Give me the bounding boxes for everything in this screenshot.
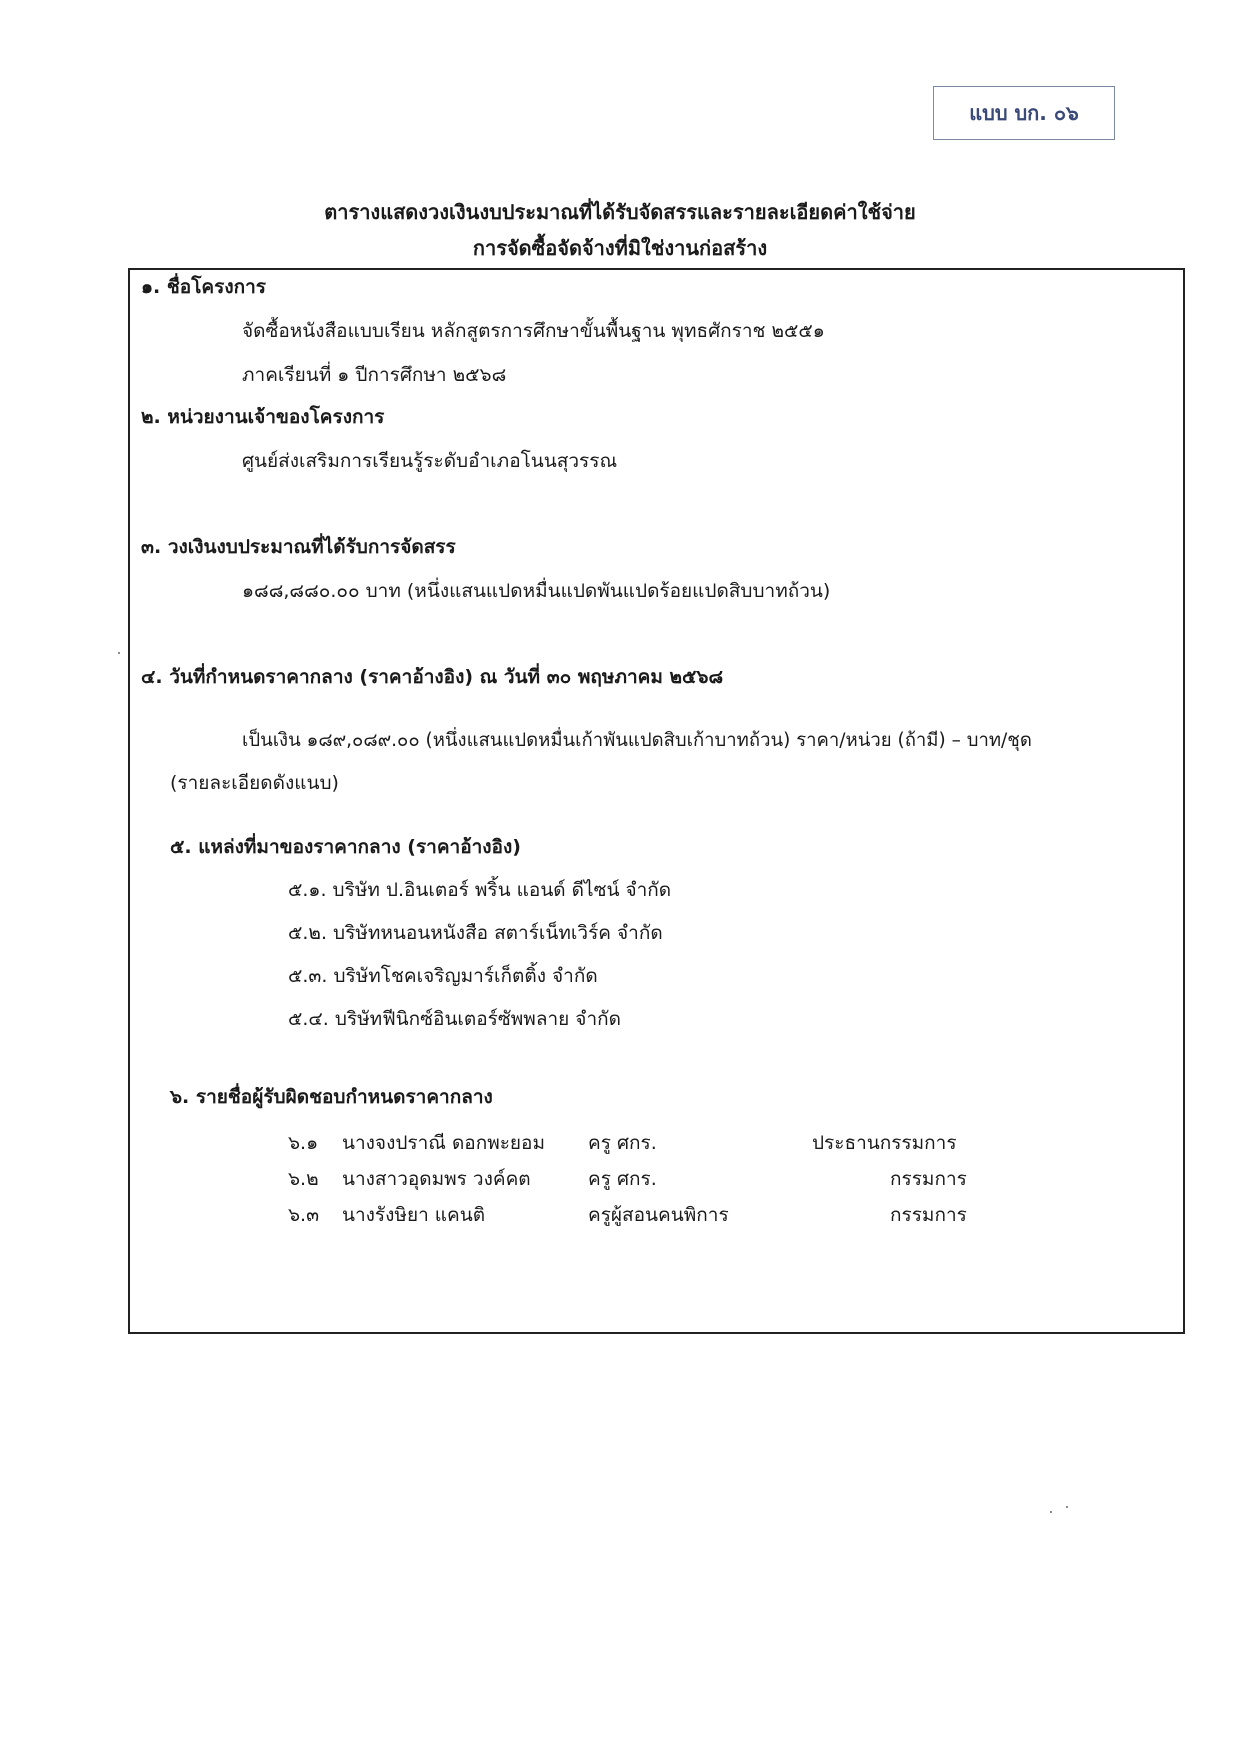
scan-speck [1050, 1511, 1052, 1513]
member-no: ๖.๓ [288, 1204, 320, 1226]
section2-heading: ๒. หน่วยงานเจ้าของโครงการ [141, 406, 385, 428]
price-source-item: ๕.๓. บริษัทโชคเจริญมาร์เก็ตติ้ง จำกัด [288, 965, 598, 987]
document-title-line2: การจัดซื้อจัดจ้างที่มิใช่งานก่อสร้าง [472, 236, 768, 260]
scan-speck [1066, 1506, 1068, 1508]
price-source-item: ๕.๑. บริษัท ป.อินเตอร์ พริ้น แอนด์ ดีไซน์ จำกัด [288, 879, 672, 901]
scan-speck [118, 652, 120, 654]
section4-heading: ๔. วันที่กำหนดราคากลาง (ราคาอ้างอิง) ณ วันที่ ๓๐ พฤษภาคม ๒๕๖๘ [141, 666, 724, 688]
reference-price-line1: เป็นเงิน ๑๘๙,๐๘๙.๐๐ (หนึ่งแสนแปดหมื่นเก้าพันแปดสิบเก้าบาทถ้วน) ราคา/หน่วย (ถ้ามี) – บาท/ชุด [242, 730, 1032, 751]
price-source-item: ๕.๔. บริษัทฟีนิกซ์อินเตอร์ซัพพลาย จำกัด [288, 1008, 621, 1030]
owner-agency: ศูนย์ส่งเสริมการเรียนรู้ระดับอำเภอโนนสุวรรณ [242, 450, 618, 472]
member-name: นางสาวอุดมพร วงค์คต [342, 1168, 531, 1190]
member-name: นางจงปราณี ดอกพะยอม [342, 1132, 545, 1154]
member-role: กรรมการ [890, 1168, 967, 1190]
member-name: นางรังษิยา แคนติ [342, 1204, 486, 1226]
form-code-box [933, 86, 1115, 140]
section6-heading: ๖. รายชื่อผู้รับผิดชอบกำหนดราคากลาง [170, 1086, 493, 1108]
reference-price-line2: (รายละเอียดดังแนบ) [170, 772, 339, 794]
member-position: ครู ศกร. [588, 1168, 657, 1190]
project-name-line1: จัดซื้อหนังสือแบบเรียน หลักสูตรการศึกษาขั้นพื้นฐาน พุทธศักราช ๒๕๕๑ [242, 320, 825, 342]
section5-heading: ๕. แหล่งที่มาของราคากลาง (ราคาอ้างอิง) [170, 836, 521, 858]
budget-amount: ๑๘๘,๘๘๐.๐๐ บาท (หนึ่งแสนแปดหมื่นแปดพันแปดร้อยแปดสิบบาทถ้วน) [242, 580, 831, 602]
member-role: กรรมการ [890, 1204, 967, 1226]
member-position: ครูผู้สอนคนพิการ [588, 1204, 729, 1226]
price-source-item: ๕.๒. บริษัทหนอนหนังสือ สตาร์เน็ทเวิร์ค จำกัด [288, 922, 663, 944]
project-name-line2: ภาคเรียนที่ ๑ ปีการศึกษา ๒๕๖๘ [242, 364, 507, 386]
form-code: แบบ บก. ๐๖ [969, 101, 1079, 125]
section1-heading: ๑. ชื่อโครงการ [141, 276, 266, 298]
member-role: ประธานกรรมการ [812, 1132, 957, 1154]
member-no: ๖.๒ [288, 1168, 319, 1190]
member-no: ๖.๑ [288, 1132, 319, 1154]
document-title-line1: ตารางแสดงวงเงินงบประมาณที่ได้รับจัดสรรและรายละเอียดค่าใช้จ่าย [324, 200, 916, 224]
member-position: ครู ศกร. [588, 1132, 657, 1154]
section3-heading: ๓. วงเงินงบประมาณที่ได้รับการจัดสรร [141, 536, 456, 558]
